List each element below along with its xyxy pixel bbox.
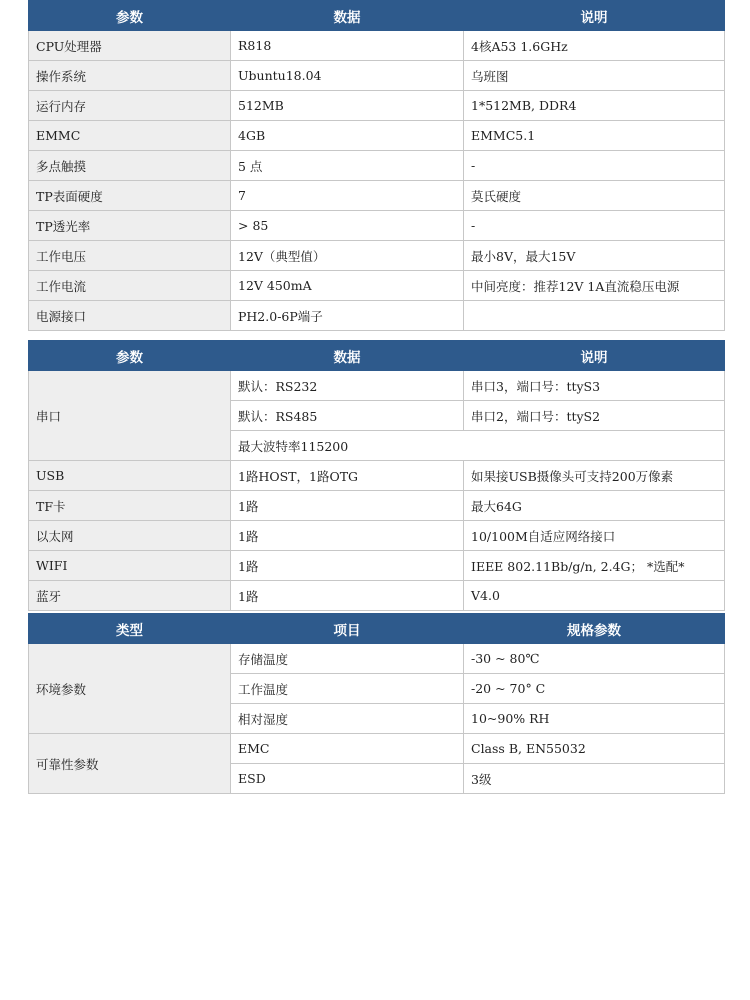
hardware-spec-table [28,0,725,331]
row-label: 蓝牙 [29,581,231,611]
reliability-group-label: 可靠性参数 [29,734,231,794]
row-spec: Class B, EN55032 [464,734,725,764]
row-value: 1路 [231,581,464,611]
row-value: 默认：RS485 [231,401,464,431]
row-label: WIFI [29,551,231,581]
table-row [29,91,725,121]
header-desc: 说明 [464,341,725,371]
row-note: 莫氏硬度 [464,181,725,211]
row-spec: 3级 [464,764,725,794]
table-row [29,181,725,211]
table-row [29,734,725,764]
header-spec: 规格参数 [464,614,725,644]
table-row [29,371,725,401]
table-row [29,31,725,61]
row-note: IEEE 802.11Bb/g/n, 2.4G； *选配* [464,551,725,581]
row-item: 工作温度 [231,674,464,704]
table-row [29,581,725,611]
row-note: 1*512MB, DDR4 [464,91,725,121]
row-label: CPU处理器 [29,31,231,61]
table-header-row [29,341,725,371]
row-item: ESD [231,764,464,794]
header-desc: 说明 [464,1,725,31]
row-note: - [464,211,725,241]
row-value: 1路HOST，1路OTG [231,461,464,491]
header-item: 项目 [231,614,464,644]
interface-spec-table [28,340,725,611]
row-note: 10/100M自适应网络接口 [464,521,725,551]
row-note: - [464,151,725,181]
baud-rate-value: 最大波特率115200 [231,431,725,461]
row-spec: -20 ~ 70° C [464,674,725,704]
row-label: TF卡 [29,491,231,521]
row-label: 电源接口 [29,301,231,331]
table-row [29,151,725,181]
row-item: 存储温度 [231,644,464,674]
header-type: 类型 [29,614,231,644]
row-note: 最大64G [464,491,725,521]
row-value: 12V（典型值） [231,241,464,271]
row-value: 默认：RS232 [231,371,464,401]
row-note: 最小8V，最大15V [464,241,725,271]
row-label: 操作系统 [29,61,231,91]
environment-spec-table [28,613,725,794]
row-label: 运行内存 [29,91,231,121]
table-row [29,241,725,271]
header-data: 数据 [231,1,464,31]
row-note: V4.0 [464,581,725,611]
row-note: 串口2，端口号：ttyS2 [464,401,725,431]
row-note: 中间亮度：推荐12V 1A直流稳压电源 [464,271,725,301]
row-note: 乌班图 [464,61,725,91]
table-row [29,301,725,331]
header-param: 参数 [29,341,231,371]
row-note: 4核A53 1.6GHz [464,31,725,61]
row-value: 4GB [231,121,464,151]
header-data: 数据 [231,341,464,371]
row-value: 7 [231,181,464,211]
row-label: 工作电压 [29,241,231,271]
row-spec: -30 ~ 80℃ [464,644,725,674]
row-label: 以太网 [29,521,231,551]
row-value: R818 [231,31,464,61]
row-value: 1路 [231,491,464,521]
row-label: EMMC [29,121,231,151]
row-label: 工作电流 [29,271,231,301]
table-row [29,61,725,91]
table-row [29,491,725,521]
row-note: EMMC5.1 [464,121,725,151]
row-item: 相对湿度 [231,704,464,734]
row-value: PH2.0-6P端子 [231,301,464,331]
row-spec: 10~90% RH [464,704,725,734]
table-row [29,271,725,301]
row-value: 1路 [231,551,464,581]
row-value: 1路 [231,521,464,551]
row-label: 多点触摸 [29,151,231,181]
header-param: 参数 [29,1,231,31]
row-note [464,301,725,331]
row-label: USB [29,461,231,491]
row-note: 如果接USB摄像头可支持200万像素 [464,461,725,491]
table-header-row [29,614,725,644]
environment-group-label: 环境参数 [29,644,231,734]
row-value: 5 点 [231,151,464,181]
row-note: 串口3，端口号：ttyS3 [464,371,725,401]
table-row [29,461,725,491]
table-header-row [29,1,725,31]
row-item: EMC [231,734,464,764]
row-label: TP透光率 [29,211,231,241]
table-row [29,211,725,241]
table-row [29,551,725,581]
row-value: 12V 450mA [231,271,464,301]
table-row [29,521,725,551]
table-row [29,121,725,151]
row-value: 512MB [231,91,464,121]
row-label: TP表面硬度 [29,181,231,211]
table-row [29,644,725,674]
serial-port-label: 串口 [29,371,231,461]
row-value: > 85 [231,211,464,241]
row-value: Ubuntu18.04 [231,61,464,91]
